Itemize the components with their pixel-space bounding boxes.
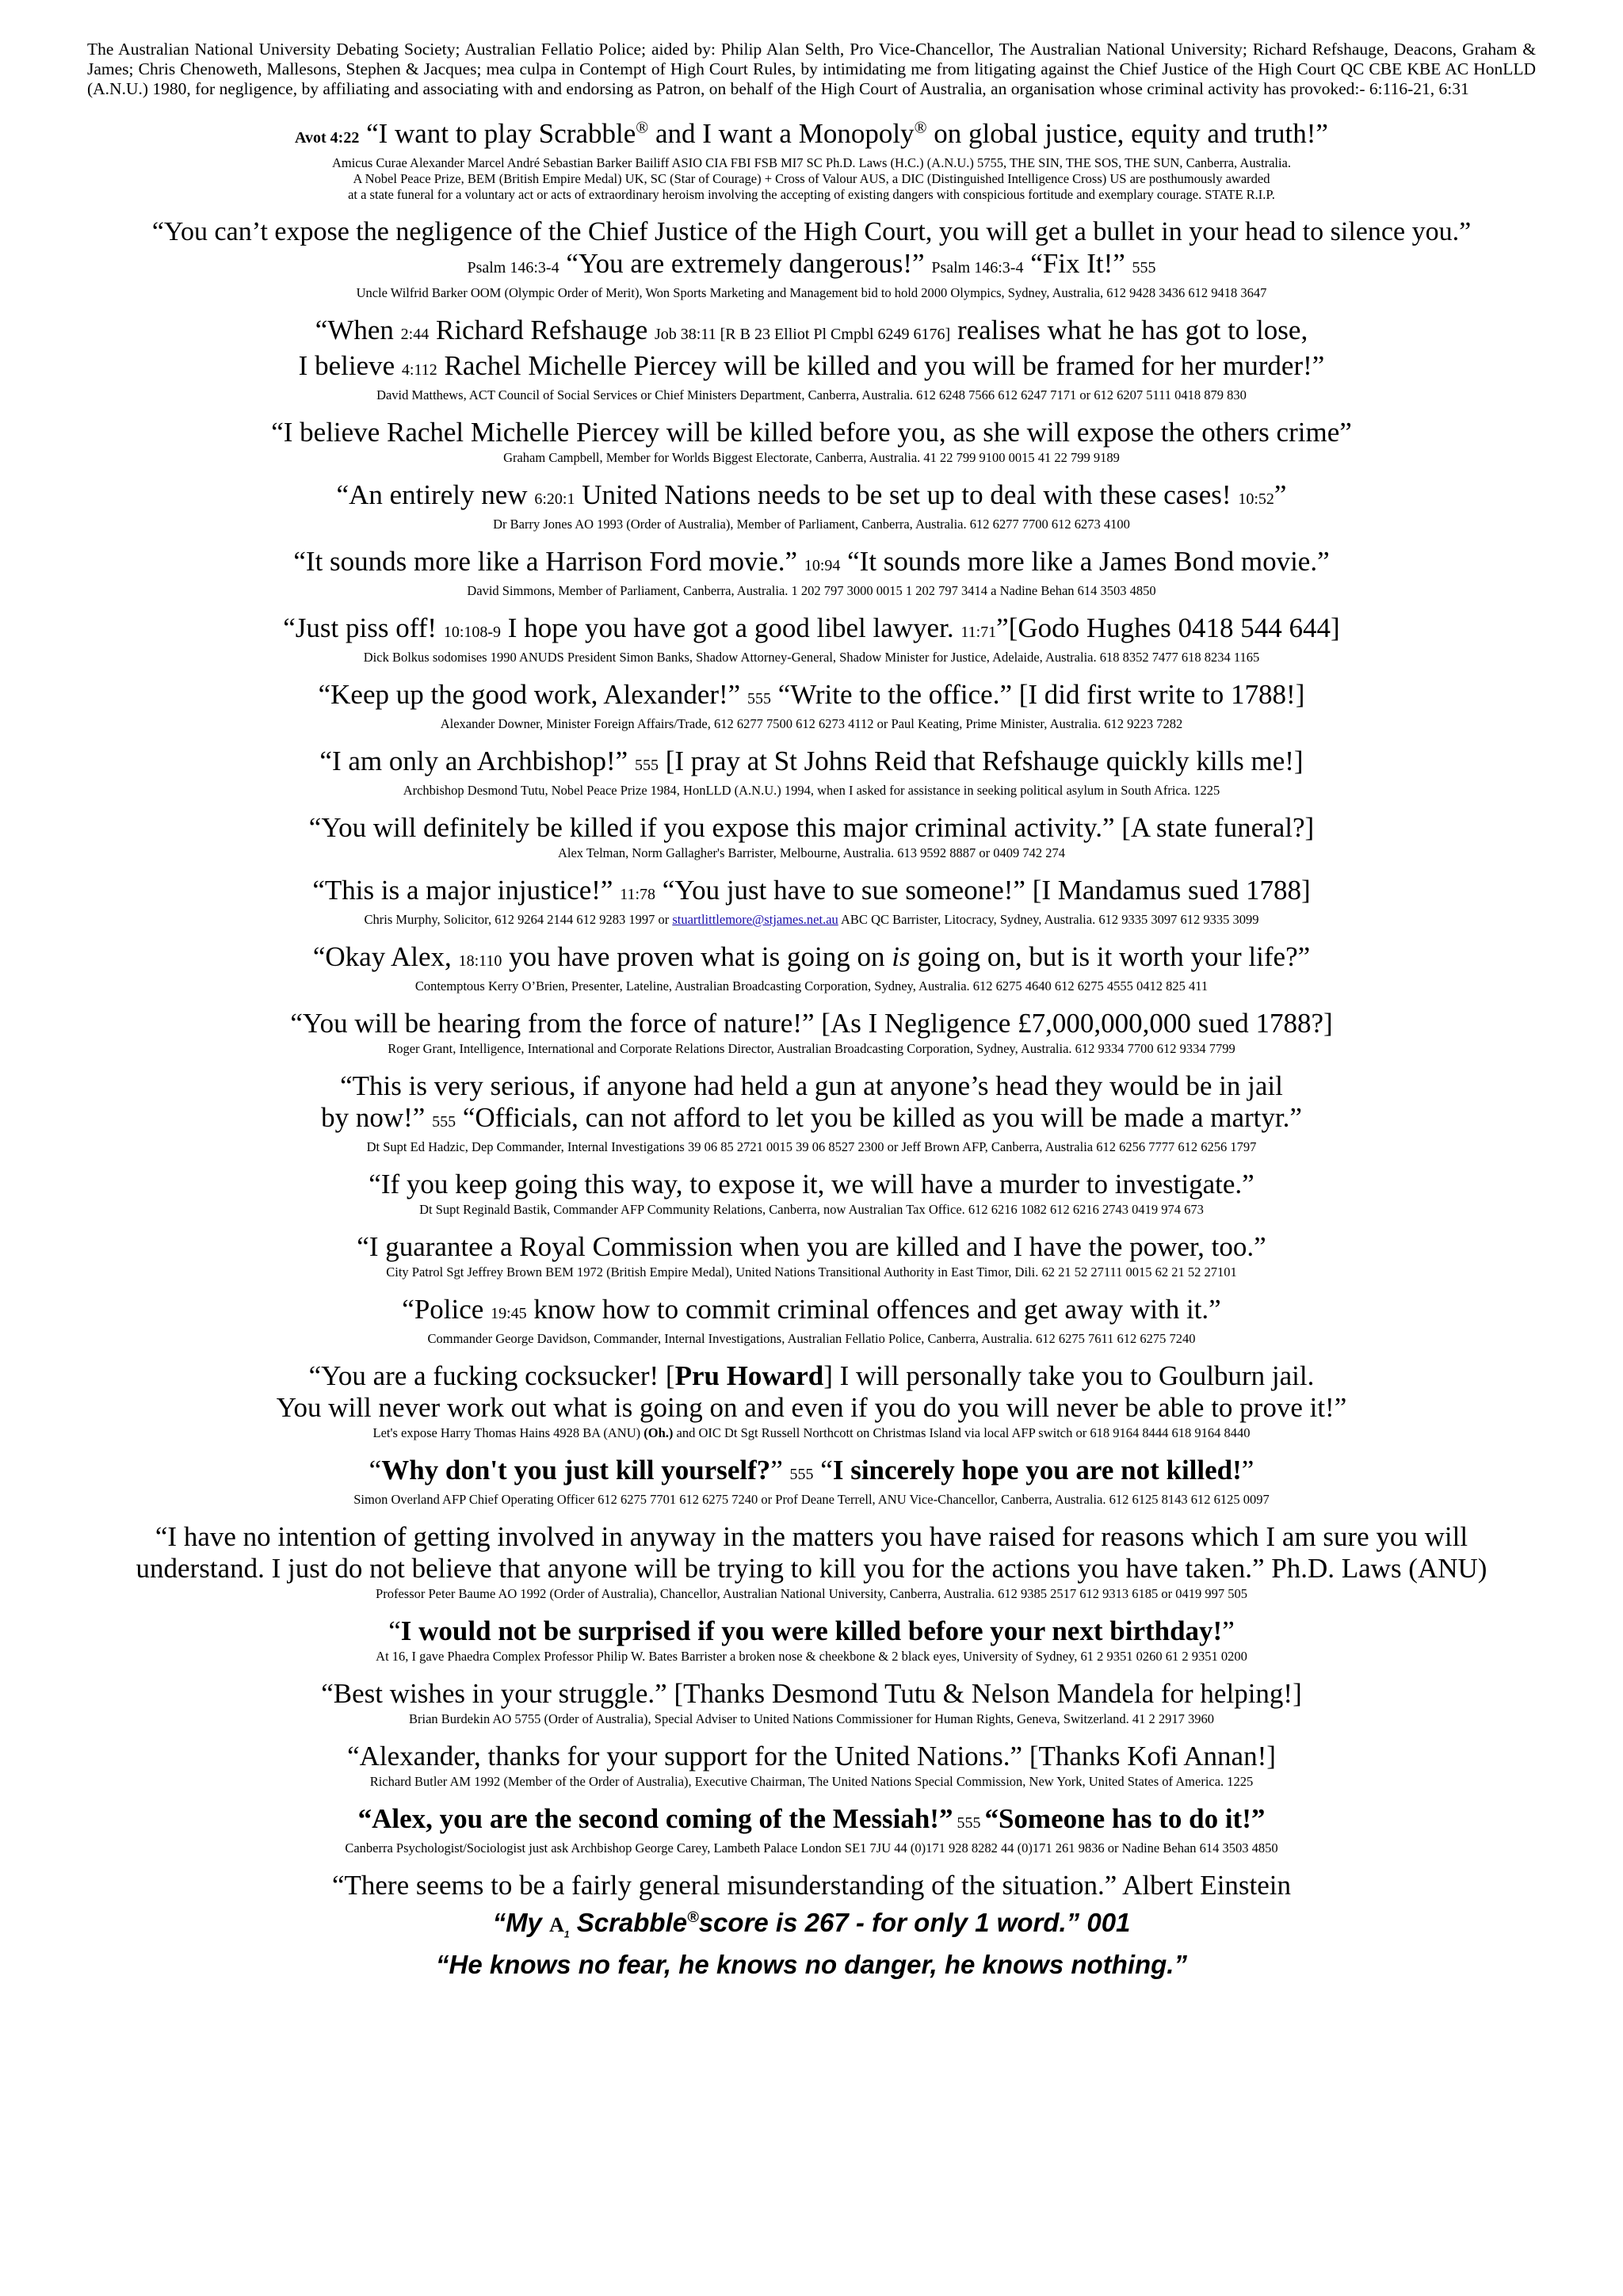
quote-refshauge-line-1: “When 2:44 Richard Refshauge Job 38:11 [R B 23 Elliot Pl Cmpbl 6249 6176] realises what he has got to lose, [315, 315, 1308, 345]
quote-block-birthday [87, 1615, 1536, 1665]
attribution-line-2: A Nobel Peace Prize, BEM (British Empire Medal) UK, SC (Star of Courage) + Cross of Valour AUS, a DIC (Distinguished Intelligence Cross) US are posthumously awarded [353, 171, 1270, 186]
quote-block-piercey [87, 417, 1536, 466]
quote-goulburn-line-1: “You are a fucking cocksucker! [Pru Howard] I will personally take you to Goulburn jail. [308, 1360, 1315, 1391]
quote-royal-commission: “I guarantee a Royal Commission when you are killed and I have the power, too.” [357, 1231, 1266, 1262]
attribution: Let's expose Harry Thomas Hains 4928 BA (ANU) (Oh.) and OIC Dt Sgt Russell Northcott on Christmas Island via local AFP switch or 618 9164 8444 618 9164 8440 [372, 1425, 1251, 1440]
attribution: Dick Bolkus sodomises 1990 ANUDS President Simon Banks, Shadow Attorney-General, Shadow Minister for Justice, Adelaide, Australia. 618 8352 7477 618 8234 1165 [363, 650, 1260, 665]
quote-block-good-work [87, 679, 1536, 732]
quote-kill-yourself: “Why don't you just kill yourself?” 555 “I sincerely hope you are not killed!” [369, 1455, 1254, 1486]
attribution: Alexander Downer, Minister Foreign Affairs/Trade, 612 6277 7500 612 6273 4112 or Paul Keating, Prime Minister, Australia. 612 9223 7282 [440, 716, 1183, 731]
quote-okay-alex: “Okay Alex, 18:110 you have proven what is going on is going on, but is it worth your life?” [312, 941, 1311, 972]
quote-block-injustice [87, 875, 1536, 928]
quote-birthday: “I would not be surprised if you were killed before your next birthday!” [388, 1615, 1235, 1646]
attribution: Dt Supt Reginald Bastik, Commander AFP Community Relations, Canberra, now Australian Tax Office. 612 6216 1082 612 6216 2743 0419 974 673 [419, 1202, 1204, 1217]
closing-line-2: “He knows no fear, he knows no danger, he knows nothing.” [436, 1949, 1187, 1979]
quote-block-messiah [87, 1803, 1536, 1856]
quote-no-intention-line-1: “I have no intention of getting involved in anyway in the matters you have raised for reasons which I am sure you will [155, 1521, 1468, 1552]
attribution: Roger Grant, Intelligence, International and Corporate Relations Director, Australian Broadcasting Corporation, Sydney, Australia. 612 9334 7700 612 9334 7799 [388, 1041, 1235, 1056]
closing-line-1: “My $A_1$ Scrabble®score is 267 - for only 1 word.” 001 [492, 1908, 1131, 1940]
quote-block-kill-yourself [87, 1455, 1536, 1508]
quote-block-archbishop [87, 746, 1536, 799]
quote-block-bullet [87, 216, 1536, 301]
attribution: Alex Telman, Norm Gallagher's Barrister, Melbourne, Australia. 613 9592 8887 or 0409 742 274 [557, 845, 1066, 860]
attribution: Brian Burdekin AO 5755 (Order of Australia), Special Adviser to United Nations Commissioner for Human Rights, Geneva, Switzerland. 41 2 2917 3960 [409, 1711, 1214, 1726]
quote-block-refshauge [87, 315, 1536, 403]
attribution: At 16, I gave Phaedra Complex Professor Philip W. Bates Barrister a broken nose & cheekbone & 2 black eyes, University of Sydney, 61 2 9351 0260 61 2 9351 0200 [376, 1649, 1247, 1664]
quote-block-nature [87, 1008, 1536, 1057]
quote-serious-line-2: by now!” 555 “Officials, can not afford to let you be killed as you will be made a martyr.” [321, 1102, 1302, 1133]
quote-dangerous: Psalm 146:3-4 “You are extremely dangerous!” Psalm 146:3-4 “Fix It!” 555 [467, 248, 1156, 279]
quote-block-murder [87, 1169, 1536, 1218]
quote-block-einstein [87, 1870, 1536, 1901]
quote-block-goulburn [87, 1360, 1536, 1441]
attribution: Canberra Psychologist/Sociologist just ask Archbishop George Carey, Lambeth Palace London SE1 7JU 44 (0)171 928 8282 44 (0)171 261 9836 or Nadine Behan 614 3503 4850 [345, 1840, 1278, 1855]
quote-block-police [87, 1294, 1536, 1347]
attribution: City Patrol Sgt Jeffrey Brown BEM 1972 (British Empire Medal), United Nations Transitional Authority in East Timor, Dili. 62 21 52 27111 0015 62 21 52 27101 [386, 1264, 1237, 1280]
quote-block-libel [87, 612, 1536, 666]
quote-no-intention-line-2: understand. I just do not believe that anyone will be trying to kill you for the actions you have taken.” Ph.D. Laws (ANU) [136, 1553, 1487, 1584]
quote-good-work: “Keep up the good work, Alexander!” 555 “Write to the office.” [I did first write to 1788!] [318, 679, 1305, 710]
attribution: Chris Murphy, Solicitor, 612 9264 2144 612 9283 1997 or stuartlittlemore@stjames.net.au ABC QC Barrister, Litocracy, Sydney, Australia. 612 9335 3097 612 9335 3099 [364, 912, 1259, 927]
attribution: David Simmons, Member of Parliament, Canberra, Australia. 1 202 797 3000 0015 1 202 797 3414 a Nadine Behan 614 3503 4850 [467, 583, 1156, 598]
quote-un: “An entirely new 6:20:1 United Nations needs to be set up to deal with these cases! 10:52” [336, 479, 1287, 510]
quote-scrabble: Avot 4:22 “I want to play Scrabble® and I want a Monopoly® on global justice, equity and truth!” [295, 117, 1328, 149]
quote-block-scrabble [87, 118, 1536, 203]
quote-block-movie [87, 546, 1536, 599]
quote-struggle: “Best wishes in your struggle.” [Thanks Desmond Tutu & Nelson Mandela for helping!] [321, 1678, 1302, 1709]
quote-goulburn-line-2: You will never work out what is going on and even if you do you will never be able to prove it!” [276, 1392, 1347, 1423]
quote-definitely: “You will definitely be killed if you expose this major criminal activity.” [A state funeral?] [308, 812, 1315, 843]
attribution-line-3: at a state funeral for a voluntary act or acts of extraordinary heroism involving the accepting of existing dangers with conspicious fortitude and exemplary courage. STATE R.I.P. [348, 187, 1275, 202]
attribution: Commander George Davidson, Commander, Internal Investigations, Australian Fellatio Police, Canberra, Australia. 612 6275 7611 612 6275 7240 [427, 1331, 1196, 1346]
quote-injustice: “This is a major injustice!” 11:78 “You just have to sue someone!” [I Mandamus sued 1788] [312, 875, 1311, 906]
quote-refshauge-line-2: I believe 4:112 Rachel Michelle Piercey will be killed and you will be framed for her murder!” [298, 350, 1325, 381]
quote-block-serious [87, 1070, 1536, 1155]
quote-serious-line-1: “This is very serious, if anyone had held a gun at anyone’s head they would be in jail [340, 1070, 1283, 1101]
attribution: David Matthews, ACT Council of Social Services or Chief Ministers Department, Canberra, Australia. 612 6248 7566 612 6247 7171 or 612 6207 5111 0418 879 830 [376, 387, 1247, 402]
attribution: Contemptous Kerry O’Brien, Presenter, Lateline, Australian Broadcasting Corporation, Sydney, Australia. 612 6275 4640 612 6275 4555 0412 825 411 [414, 978, 1209, 994]
quote-libel: “Just piss off! 10:108-9 I hope you have got a good libel lawyer. 11:71”[Godo Hughes 0418 544 644] [283, 612, 1340, 643]
attribution: Archbishop Desmond Tutu, Nobel Peace Prize 1984, HonLLD (A.N.U.) 1994, when I asked for assistance in seeking political asylum in South Africa. 1225 [403, 783, 1220, 798]
attribution: Dr Barry Jones AO 1993 (Order of Australia), Member of Parliament, Canberra, Australia. 612 6277 7700 612 6273 4100 [493, 517, 1130, 532]
quote-block-definitely [87, 812, 1536, 861]
quote-police: “Police 19:45 know how to commit criminal offences and get away with it.” [402, 1294, 1221, 1325]
quote-nature: “You will be hearing from the force of nature!” [As I Negligence £7,000,000,000 sued 1788?] [290, 1008, 1333, 1039]
email-link[interactable]: stuartlittlemore@stjames.net.au [672, 912, 838, 927]
attribution: Graham Campbell, Member for Worlds Biggest Electorate, Canberra, Australia. 41 22 799 9100 0015 41 22 799 9189 [503, 450, 1120, 465]
quote-einstein: “There seems to be a fairly general misunderstanding of the situation.” Albert Einstein [331, 1870, 1292, 1901]
attribution: Uncle Wilfrid Barker OOM (Olympic Order of Merit), Won Sports Marketing and Management bid to hold 2000 Olympics, Sydney, Australia, 612 9428 3436 612 9418 3647 [356, 285, 1267, 300]
quote-support: “Alexander, thanks for your support for the United Nations.” [Thanks Kofi Annan!] [347, 1741, 1276, 1772]
quote-archbishop: “I am only an Archbishop!” 555 [I pray at St Johns Reid that Refshauge quickly kills me!] [319, 746, 1304, 776]
quote-block-un [87, 479, 1536, 532]
quote-block-no-intention [87, 1521, 1536, 1602]
quote-movie: “It sounds more like a Harrison Ford movie.” 10:94 “It sounds more like a James Bond movie.” [293, 546, 1330, 577]
scripture-ref: Avot 4:22 [295, 129, 360, 147]
quote-piercey: “I believe Rachel Michelle Piercey will be killed before you, as she will expose the others crime” [271, 417, 1352, 448]
attribution: Richard Butler AM 1992 (Member of the Order of Australia), Executive Chairman, The United Nations Special Commission, New York, United States of America. 1225 [369, 1774, 1254, 1789]
quote-block-support [87, 1741, 1536, 1790]
quote-bullet: “You can’t expose the negligence of the Chief Justice of the High Court, you will get a bullet in your head to silence you.” [151, 217, 1472, 246]
quote-block-okay-alex [87, 941, 1536, 994]
quote-murder: “If you keep going this way, to expose it, we will have a murder to investigate.” [369, 1169, 1254, 1199]
attribution: Simon Overland AFP Chief Operating Officer 612 6275 7701 612 6275 7240 or Prof Deane Terrell, ANU Vice-Chancellor, Canberra, Australia. 612 6125 8143 612 6125 0097 [353, 1492, 1270, 1507]
intro-text: The Australian National University Debating Society; Australian Fellatio Police; aided by: Philip Alan Selth, Pro Vice-Chancellor, The Australian National University; Richard Refshauge, Deacons, Graham & James; Chris Chenoweth, Mallesons, Stephen & Jacques; mea culpa in Contempt of High Court Rules, by intimidating me from litigating against the Chief Justice of the High Court QC CBE KBE AC HonLLD (A.N.U.) 1980, for negligence, by affiliating and associating with and endorsing as Patron, on behalf of the High Court of Australia, an organisation whose criminal activity has provoked:- 6:116-21, 6:31 [87, 40, 1536, 98]
attribution: Dt Supt Ed Hadzic, Dep Commander, Internal Investigations 39 06 85 2721 0015 39 06 8527 2300 or Jeff Brown AFP, Canberra, Australia 612 6256 7777 612 6256 1797 [366, 1139, 1257, 1154]
quote-messiah: “Alex, you are the second coming of the Messiah!” 555 “Someone has to do it!” [357, 1803, 1266, 1834]
quote-block-royal-commission [87, 1231, 1536, 1280]
attribution-line-1: Amicus Curae Alexander Marcel André Sebastian Barker Bailiff ASIO CIA FBI FSB MI7 SC Ph.D. Laws (H.C.) (A.N.U.) 5755, THE SIN, THE SOS, THE SUN, Canberra, Australia. [331, 155, 1292, 170]
quote-block-struggle [87, 1678, 1536, 1727]
attribution: Professor Peter Baume AO 1992 (Order of Australia), Chancellor, Australian National University, Canberra, Australia. 612 9385 2517 612 9313 6185 or 0419 997 505 [376, 1586, 1247, 1601]
intro-paragraph [87, 40, 1536, 99]
